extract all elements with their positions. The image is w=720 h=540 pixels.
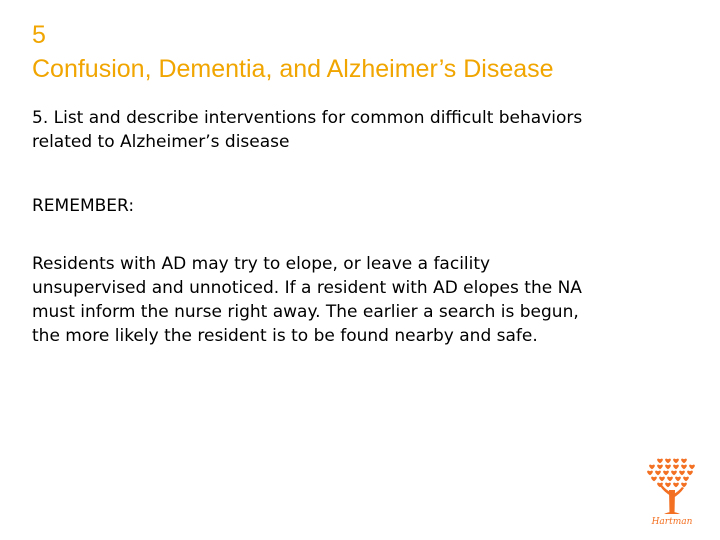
- heart-icon: [671, 471, 677, 476]
- hartman-logo: [640, 456, 704, 532]
- heart-icon: [665, 459, 671, 464]
- heart-icon: [655, 471, 661, 476]
- learning-objective: [32, 106, 702, 154]
- heart-tree-icon: [640, 456, 704, 518]
- heart-icon: [663, 471, 669, 476]
- heart-icon: [657, 459, 663, 464]
- heart-icon: [681, 483, 687, 488]
- chapter-header: [32, 18, 702, 86]
- heart-icon: [673, 465, 679, 470]
- chapter-number: 5: [32, 21, 46, 49]
- heart-icon: [681, 465, 687, 470]
- paragraph-line: the more likely the resident is to be found nearby and safe.: [32, 326, 538, 346]
- logo-wordmark: Hartman: [651, 517, 693, 527]
- heart-icon: [649, 465, 655, 470]
- chapter-title: Confusion, Dementia, and Alzheimer’s Disease: [32, 55, 554, 83]
- heart-icon: [683, 477, 689, 482]
- heart-icon: [675, 477, 681, 482]
- objective-line: related to Alzheimer’s disease: [32, 132, 290, 152]
- heart-icon: [657, 465, 663, 470]
- heart-icon: [673, 483, 679, 488]
- paragraph-line: must inform the nurse right away. The earlier a search is begun,: [32, 302, 579, 322]
- heart-icon: [673, 459, 679, 464]
- heart-icon: [665, 483, 671, 488]
- heart-icon: [665, 465, 671, 470]
- heart-icon: [687, 471, 693, 476]
- heart-icon: [647, 471, 653, 476]
- remember-label: REMEMBER:: [32, 196, 135, 216]
- paragraph-line: unsupervised and unnoticed. If a resident with AD elopes the NA: [32, 278, 582, 298]
- heart-icon: [689, 465, 695, 470]
- heart-icon: [681, 459, 687, 464]
- heart-icon: [659, 477, 665, 482]
- paragraph-line: Residents with AD may try to elope, or leave a facility: [32, 254, 491, 274]
- heart-icon: [667, 477, 673, 482]
- heart-icon: [651, 477, 657, 482]
- objective-line: 5. List and describe interventions for common difficult behaviors: [32, 108, 583, 128]
- remember-paragraph: [32, 252, 702, 348]
- heart-icon: [679, 471, 685, 476]
